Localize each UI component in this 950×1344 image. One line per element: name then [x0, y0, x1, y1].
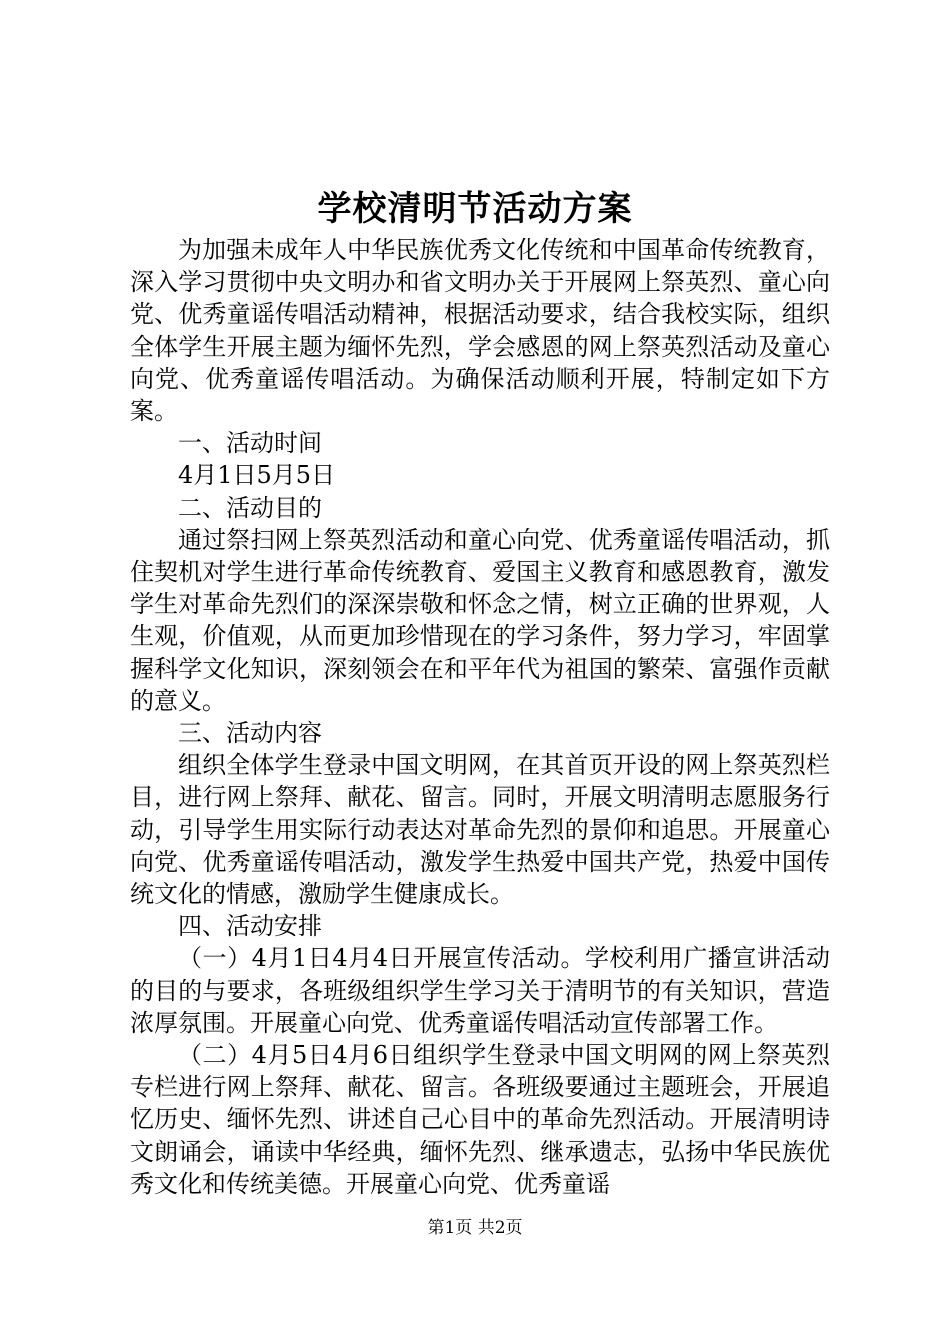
section-heading-purpose: 二、活动目的 [178, 493, 322, 522]
page-number-footer: 第1页 共2页 [427, 1218, 523, 1238]
activity-time-paragraph: 4月1日5月5日 [178, 461, 336, 490]
content-paragraph: 组织全体学生登录中国文明网，在其首页开设的网上祭英烈栏目，进行网上祭拜、献花、留言。同时，开展文明清明志愿服务行动，引导学生用实际行动表达对革命先烈的景仰和追思。开展童心向党、优秀童谣传唱活动，激发学生热爱中国共产党，热爱中国传统文化的情感，激励学生健康成长。 [130, 751, 830, 909]
purpose-paragraph: 通过祭扫网上祭英烈活动和童心向党、优秀童谣传唱活动，抓住契机对学生进行革命传统教育、爱国主义教育和感恩教育，激发学生对革命先烈们的深深崇敬和怀念之情，树立正确的世界观，人生观，价值观，从而更加珍惜现在的学习条件，努力学习，牢固掌握科学文化知识，深刻领会在和平年代为祖国的繁荣、富强作贡献的意义。 [130, 525, 830, 715]
section-heading-content: 三、活动内容 [178, 719, 322, 748]
arrangement-paragraph-2: （二）4月5日4月6日组织学生登录中国文明网的网上祭英烈专栏进行网上祭拜、献花、留言。各班级要通过主题班会，开展追忆历史、缅怀先烈、讲述自己心目中的革命先烈活动。开展清明诗文朗诵会，诵读中华经典，缅怀先烈、继承遗志，弘扬中华民族优秀文化和传统美德。开展童心向党、优秀童谣 [130, 1041, 830, 1198]
section-heading-time: 一、活动时间 [178, 429, 322, 458]
document-title: 学校清明节活动方案 [317, 189, 633, 229]
arrangement-paragraph-1: （一）4月1日4月4日开展宣传活动。学校利用广播宣讲活动的目的与要求，各班级组织学生学习关于清明节的有关知识，营造浓厚氛围。开展童心向党、优秀童谣传唱活动宣传部署工作。 [130, 944, 830, 1037]
intro-paragraph: 为加强未成年人中华民族优秀文化传统和中国革命传统教育，深入学习贯彻中央文明办和省文明办关于开展网上祭英烈、童心向党、优秀童谣传唱活动精神，根据活动要求，结合我校实际，组织全体学生开展主题为缅怀先烈，学会感恩的网上祭英烈活动及童心向党、优秀童谣传唱活动。为确保活动顺利开展，特制定如下方案。 [130, 236, 830, 426]
section-heading-arrangement: 四、活动安排 [178, 912, 322, 941]
document-body [130, 234, 830, 1200]
